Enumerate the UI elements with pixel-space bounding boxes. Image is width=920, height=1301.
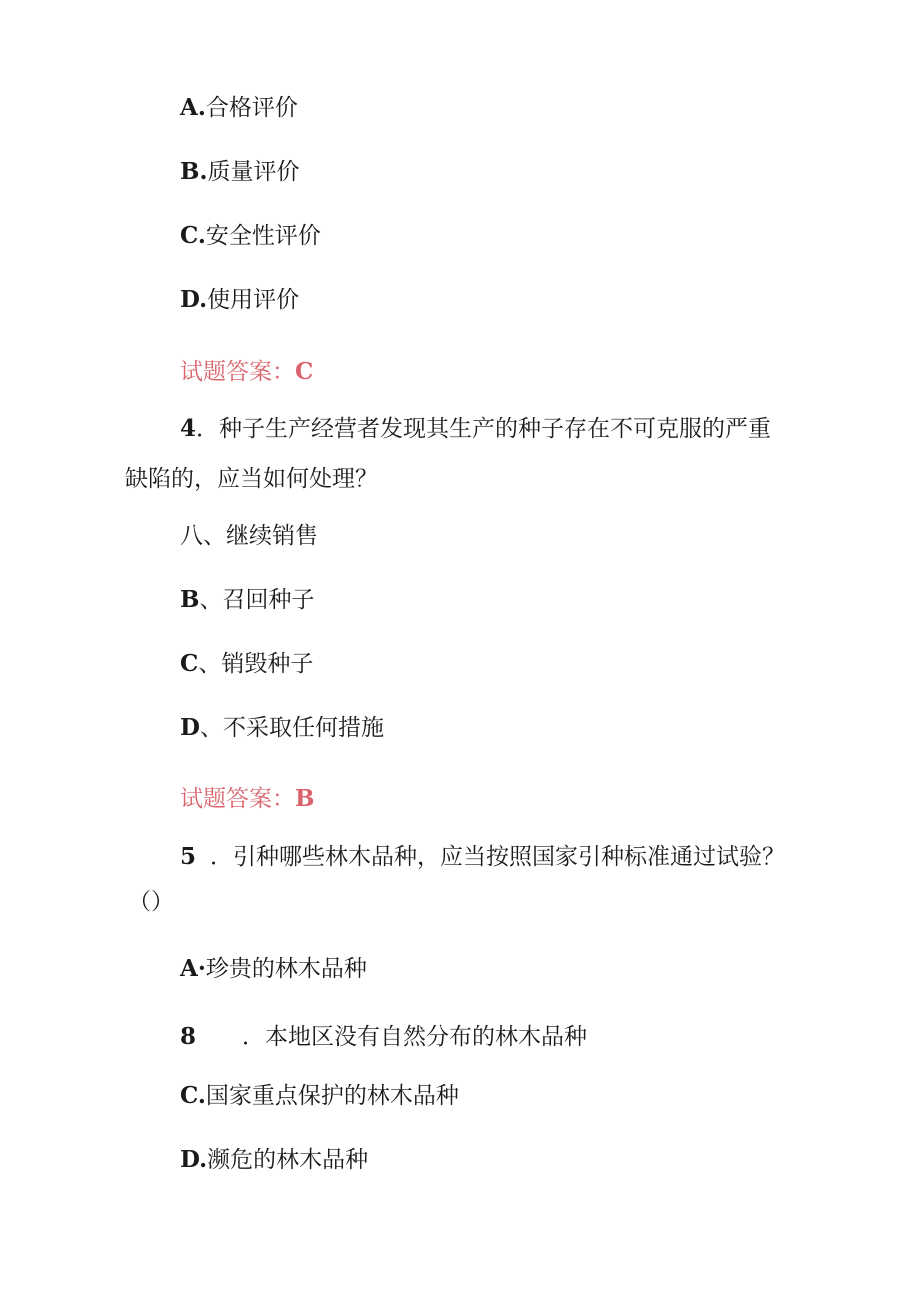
option-text: ．本地区没有自然分布的林木品种 bbox=[242, 1024, 588, 1050]
option-key: A· bbox=[180, 955, 206, 982]
option-text: 合格评价 bbox=[205, 95, 298, 121]
option-text: 珍贵的林木品种 bbox=[205, 956, 367, 982]
answer-value: B bbox=[295, 785, 315, 812]
q4-stem-line1 bbox=[180, 414, 771, 444]
option-key: D. bbox=[180, 1146, 208, 1173]
q5-stem-line2: （） bbox=[128, 889, 174, 915]
option-text: 、不采取任何措施 bbox=[199, 715, 384, 741]
q5-option-a bbox=[180, 954, 367, 984]
q5-option-c bbox=[180, 1081, 459, 1111]
option-key: C bbox=[180, 650, 199, 677]
option-key: A. bbox=[180, 94, 206, 121]
q4-option-b bbox=[180, 585, 314, 615]
q5-stem-line1 bbox=[180, 842, 785, 872]
answer-value: C bbox=[295, 358, 314, 385]
question-number: 4 bbox=[180, 415, 197, 442]
question-text: ．种子生产经营者发现其生产的种子存在不可克服的严重 bbox=[196, 416, 772, 442]
option-key: C. bbox=[180, 222, 206, 249]
answer-label: 试题答案： bbox=[180, 359, 295, 385]
option-text: 濒危的林木品种 bbox=[207, 1147, 369, 1173]
q5-option-b bbox=[180, 1022, 587, 1052]
question-text: ．引种哪些林木品种，应当按照国家引种标准通过试验？ bbox=[210, 844, 786, 870]
option-text: 质量评价 bbox=[207, 159, 300, 185]
q3-answer bbox=[180, 357, 313, 387]
q4-stem-line2: 缺陷的，应当如何处理？ bbox=[125, 466, 378, 492]
q3-option-b bbox=[180, 157, 299, 187]
q4-option-d bbox=[180, 713, 384, 743]
option-text: 、销毁种子 bbox=[198, 651, 314, 677]
option-text: 、召回种子 bbox=[199, 587, 315, 613]
option-text: 使用评价 bbox=[207, 287, 300, 313]
q3-option-d bbox=[180, 285, 299, 315]
option-key: B. bbox=[180, 158, 208, 185]
option-key: 8 bbox=[180, 1023, 197, 1050]
option-key: B bbox=[180, 586, 200, 613]
question-number: 5 bbox=[180, 843, 197, 870]
q4-answer bbox=[180, 784, 314, 814]
answer-label: 试题答案： bbox=[180, 786, 295, 812]
option-text: 八、继续销售 bbox=[180, 523, 318, 549]
option-text: 国家重点保护的林木品种 bbox=[205, 1083, 459, 1109]
option-text: 安全性评价 bbox=[205, 223, 321, 249]
option-key: D bbox=[180, 714, 200, 741]
q5-option-d bbox=[180, 1145, 368, 1175]
q3-option-a bbox=[180, 93, 298, 123]
q3-option-c bbox=[180, 221, 321, 251]
q4-option-c bbox=[180, 649, 313, 679]
option-key: C. bbox=[180, 1082, 206, 1109]
q4-option-a bbox=[180, 521, 318, 551]
option-key: D. bbox=[180, 286, 208, 313]
